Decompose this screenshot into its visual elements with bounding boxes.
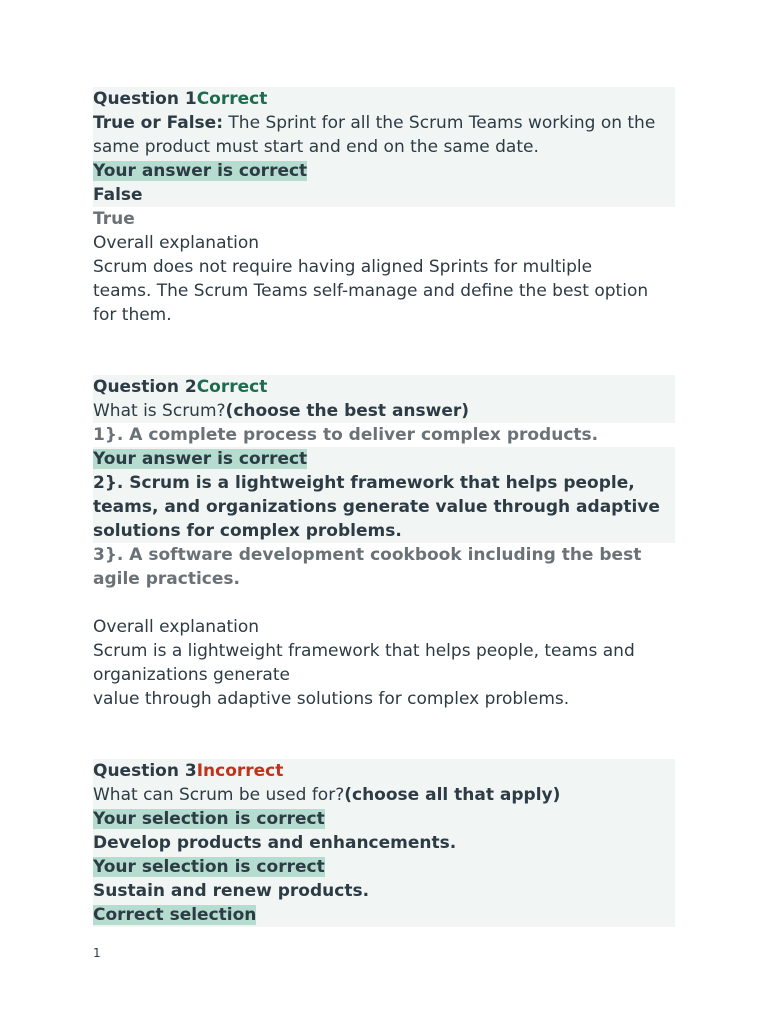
question-2-option-2: 2}. Scrum is a lightweight framework that helps people, teams, and organizations generate value through adaptive solutions for complex problems. [93, 473, 660, 541]
question-2-prompt [93, 399, 675, 423]
spacer [93, 711, 675, 759]
question-3-selection-badge-2: Your selection is correct [93, 857, 325, 877]
question-2-option-1: 1}. A complete process to deliver complex products. [93, 425, 599, 445]
quiz-content [93, 87, 675, 927]
question-3-status: Incorrect [196, 761, 284, 781]
question-2-option-3: 3}. A software development cookbook including the best agile practices. [93, 545, 642, 589]
question-1-prompt-text: The Sprint for all the Scrum Teams working on the same product must start and end on the same date. [93, 113, 656, 157]
question-1-explanation-line-2: teams. The Scrum Teams self-manage and define the best option for them. [93, 281, 649, 325]
question-1-result-row [93, 159, 675, 183]
question-3-result-row-3 [93, 903, 675, 927]
question-2-header-block [93, 375, 675, 423]
question-3-selection-badge-1: Your selection is correct [93, 809, 325, 829]
question-2-explanation-line-1: Scrum is a lightweight framework that helps people, teams and organizations generate [93, 641, 635, 685]
question-3-prompt-text: What can Scrum be used for? [93, 785, 345, 805]
question-1-header [93, 87, 675, 111]
question-2-result-badge: Your answer is correct [93, 449, 308, 469]
question-1-selected-answer: False [93, 185, 143, 205]
question-3-header [93, 759, 675, 783]
question-3-prompt-instruction: (choose all that apply) [344, 785, 561, 805]
question-2-explanation-line-2: value through adaptive solutions for complex problems. [93, 689, 570, 709]
question-3-answer-1: Develop products and enhancements. [93, 833, 457, 853]
question-1-prompt [93, 111, 675, 159]
question-2-status: Correct [196, 377, 268, 397]
question-1-result-badge: Your answer is correct [93, 161, 308, 181]
question-2-result-row [93, 447, 675, 471]
page-number: 1 [93, 946, 101, 960]
question-3-label: Question 3 [93, 761, 197, 781]
question-1-other-answer: True [93, 209, 135, 229]
question-1-status: Correct [196, 89, 268, 109]
question-2-prompt-text: What is Scrum? [93, 401, 226, 421]
spacer [93, 591, 675, 615]
question-2-header [93, 375, 675, 399]
spacer [93, 327, 675, 375]
question-3-result-row-1 [93, 807, 675, 831]
question-2-label: Question 2 [93, 377, 197, 397]
question-1-label: Question 1 [93, 89, 197, 109]
question-1-block [93, 87, 675, 207]
question-1-explanation-line-1: Scrum does not require having aligned Sprints for multiple [93, 257, 593, 277]
question-3-selection-badge-3: Correct selection [93, 905, 257, 925]
question-3-result-row-2 [93, 855, 675, 879]
question-1-prompt-lead: True or False: [93, 113, 224, 133]
question-2-prompt-instruction: (choose the best answer) [225, 401, 470, 421]
question-2-selected-block [93, 447, 675, 543]
question-2-explanation-title: Overall explanation [93, 617, 260, 637]
question-3-answer-2: Sustain and renew products. [93, 881, 370, 901]
question-1-explanation-title: Overall explanation [93, 233, 260, 253]
question-3-prompt [93, 783, 675, 807]
question-3-block [93, 759, 675, 927]
